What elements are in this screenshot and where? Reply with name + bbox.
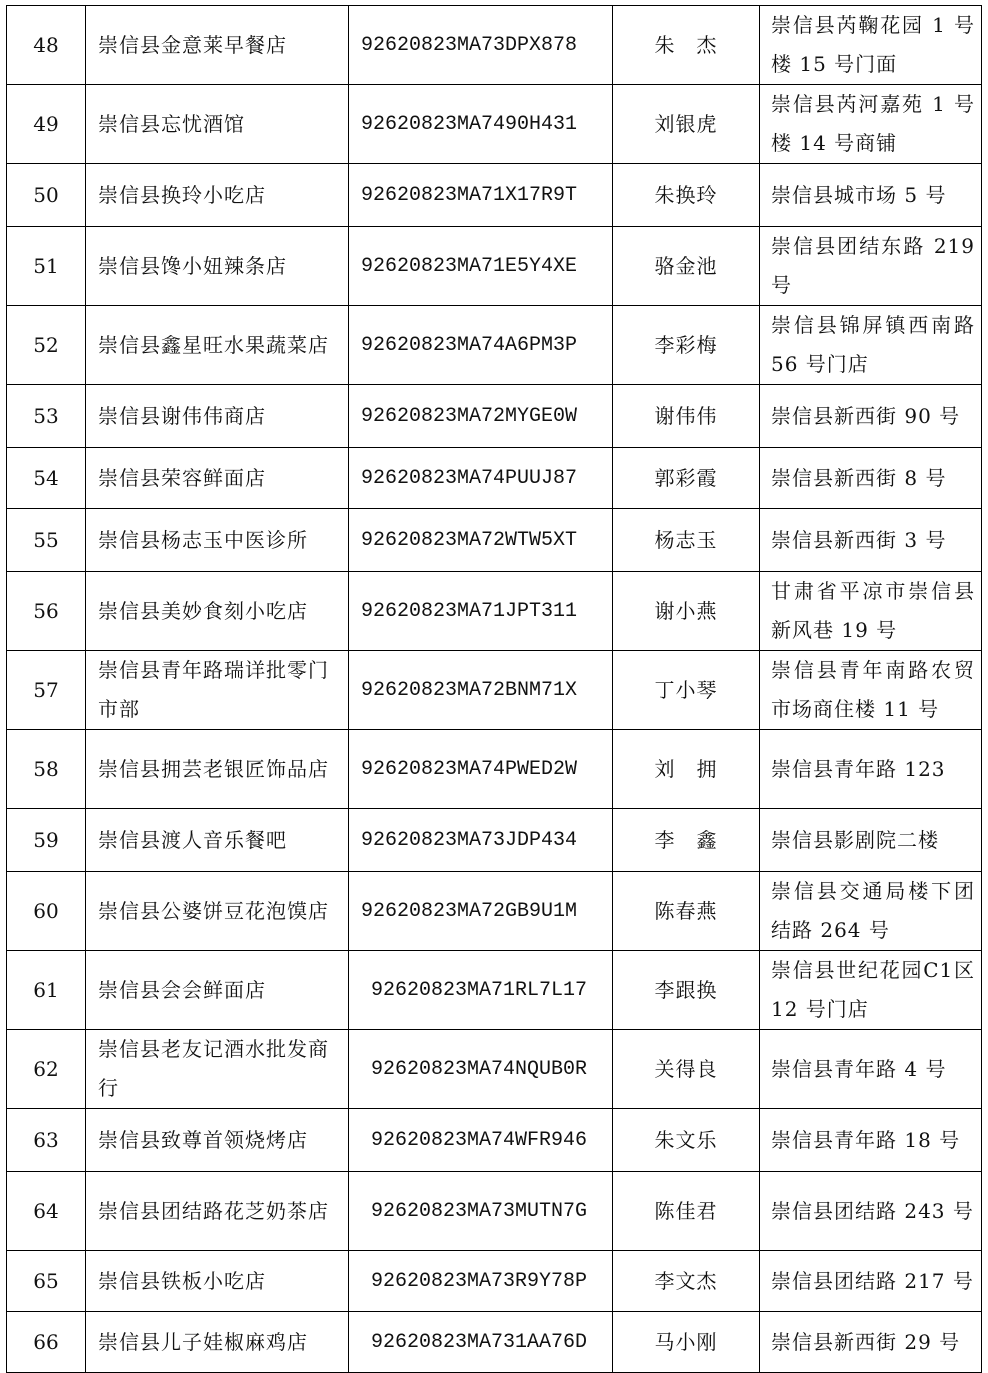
business-address [760,809,982,872]
business-name-text: 崇信县金意莱早餐店 [98,32,287,57]
business-address-text: 崇信县青年路 4 号 [771,1056,947,1081]
business-name [86,872,349,951]
credit-code: 92620823MA7490H431 [349,85,613,164]
business-address-text: 崇信县城市场 5 号 [771,182,947,207]
business-name [86,730,349,809]
row-number: 52 [7,306,86,385]
business-name [86,1172,349,1251]
business-address-text: 崇信县青年路 18 号 [771,1127,961,1152]
business-address-text: 崇信县新西街 90 号 [771,403,961,428]
business-address [760,651,982,730]
business-name-text: 崇信县换玲小吃店 [98,182,266,207]
business-name-text: 崇信县谢伟伟商店 [98,403,266,428]
operator-name: 马小刚 [613,1312,760,1373]
credit-code: 92620823MA73DPX878 [349,6,613,85]
business-address [760,872,982,951]
operator-name: 骆金池 [613,227,760,306]
business-address [760,164,982,227]
operator-name: 朱 杰 [613,6,760,85]
table-row [7,509,982,572]
business-address [760,1251,982,1312]
business-name-text: 崇信县公婆饼豆花泡馍店 [98,898,329,923]
business-address [760,306,982,385]
business-address [760,385,982,448]
operator-name: 谢伟伟 [613,385,760,448]
row-number: 59 [7,809,86,872]
table-row [7,6,982,85]
business-name-text: 崇信县拥芸老银匠饰品店 [98,756,329,781]
table-row [7,809,982,872]
business-name [86,6,349,85]
credit-code: 92620823MA71X17R9T [349,164,613,227]
table-row [7,1109,982,1172]
table-row [7,306,982,385]
business-name-text: 崇信县馋小妞辣条店 [98,253,287,278]
business-address-text: 崇信县芮河嘉苑 1 号楼 14 号商铺 [771,92,975,155]
credit-code: 92620823MA74PWED2W [349,730,613,809]
business-address-text: 崇信县团结路 217 号 [771,1268,974,1293]
table-row [7,227,982,306]
business-address [760,85,982,164]
business-name-text: 崇信县儿子娃椒麻鸡店 [98,1329,308,1354]
business-name [86,509,349,572]
credit-code: 92620823MA74A6PM3P [349,306,613,385]
business-name-text: 崇信县渡人音乐餐吧 [98,827,287,852]
credit-code: 92620823MA73R9Y78P [349,1251,613,1312]
row-number: 57 [7,651,86,730]
business-name-text: 崇信县团结路花芝奶茶店 [98,1198,329,1223]
operator-name: 朱文乐 [613,1109,760,1172]
business-name [86,1312,349,1373]
operator-name: 丁小琴 [613,651,760,730]
business-address [760,448,982,509]
business-name [86,85,349,164]
business-address [760,951,982,1030]
business-name [86,572,349,651]
table-row [7,85,982,164]
row-number: 63 [7,1109,86,1172]
credit-code: 92620823MA71RL7L17 [349,951,613,1030]
row-number: 50 [7,164,86,227]
table-row [7,1030,982,1109]
business-name-text: 崇信县鑫星旺水果蔬菜店 [98,332,329,357]
row-number: 60 [7,872,86,951]
business-name-text: 崇信县致尊首领烧烤店 [98,1127,308,1152]
business-name [86,227,349,306]
business-name [86,809,349,872]
table-row [7,1312,982,1373]
credit-code: 92620823MA71JPT311 [349,572,613,651]
row-number: 58 [7,730,86,809]
table-row [7,872,982,951]
row-number: 54 [7,448,86,509]
business-name-text: 崇信县忘忧酒馆 [98,111,245,136]
table-row [7,730,982,809]
business-address [760,509,982,572]
business-name [86,164,349,227]
business-address [760,1172,982,1251]
row-number: 66 [7,1312,86,1373]
business-address [760,227,982,306]
credit-code: 92620823MA72MYGE0W [349,385,613,448]
credit-code: 92620823MA72WTW5XT [349,509,613,572]
row-number: 55 [7,509,86,572]
operator-name: 杨志玉 [613,509,760,572]
business-address [760,6,982,85]
business-name [86,651,349,730]
credit-code: 92620823MA74WFR946 [349,1109,613,1172]
row-number: 65 [7,1251,86,1312]
business-name [86,1030,349,1109]
table-row [7,164,982,227]
row-number: 51 [7,227,86,306]
credit-code: 92620823MA71E5Y4XE [349,227,613,306]
row-number: 62 [7,1030,86,1109]
business-address-text: 崇信县新西街 8 号 [771,465,947,490]
business-name [86,306,349,385]
registry-page [6,5,981,1373]
business-name [86,1251,349,1312]
business-address-text: 崇信县交通局楼下团结路 264 号 [771,879,975,942]
business-address-text: 崇信县影剧院二楼 [771,827,939,852]
operator-name: 李 鑫 [613,809,760,872]
operator-name: 关得良 [613,1030,760,1109]
business-name-text: 崇信县青年路瑞详批零门市部 [98,658,329,721]
business-name-text: 崇信县杨志玉中医诊所 [98,527,308,552]
row-number: 64 [7,1172,86,1251]
business-address-text: 崇信县芮鞠花园 1 号楼 15 号门面 [771,13,975,76]
row-number: 61 [7,951,86,1030]
business-address [760,572,982,651]
operator-name: 郭彩霞 [613,448,760,509]
credit-code: 92620823MA74NQUB0R [349,1030,613,1109]
business-name-text: 崇信县铁板小吃店 [98,1268,266,1293]
business-address [760,730,982,809]
business-address-text: 崇信县新西街 3 号 [771,527,947,552]
table-row [7,448,982,509]
operator-name: 谢小燕 [613,572,760,651]
business-name-text: 崇信县美妙食刻小吃店 [98,598,308,623]
row-number: 49 [7,85,86,164]
business-name [86,951,349,1030]
operator-name: 陈佳君 [613,1172,760,1251]
table-row [7,1172,982,1251]
credit-code: 92620823MA73JDP434 [349,809,613,872]
business-address-text: 崇信县青年路 123 [771,756,946,781]
operator-name: 李彩梅 [613,306,760,385]
operator-name: 李跟换 [613,951,760,1030]
row-number: 56 [7,572,86,651]
business-address [760,1109,982,1172]
business-address-text: 崇信县团结路 243 号 [771,1198,974,1223]
business-address [760,1312,982,1373]
credit-code: 92620823MA74PUUJ87 [349,448,613,509]
business-name [86,1109,349,1172]
table-row [7,572,982,651]
operator-name: 陈春燕 [613,872,760,951]
business-name-text: 崇信县荣容鲜面店 [98,465,266,490]
credit-code: 92620823MA731AA76D [349,1312,613,1373]
operator-name: 李文杰 [613,1251,760,1312]
business-registry-table [6,5,982,1373]
business-address-text: 崇信县世纪花园C1区 12 号门店 [771,958,975,1021]
business-address-text: 崇信县青年南路农贸市场商住楼 11 号 [771,658,975,721]
business-address [760,1030,982,1109]
business-name-text: 崇信县会会鲜面店 [98,977,266,1002]
business-name-text: 崇信县老友记酒水批发商行 [98,1037,329,1100]
row-number: 48 [7,6,86,85]
operator-name: 刘银虎 [613,85,760,164]
table-row [7,951,982,1030]
business-address-text: 崇信县团结东路 219 号 [771,234,975,297]
business-name [86,385,349,448]
table-row [7,385,982,448]
business-address-text: 崇信县新西街 29 号 [771,1329,961,1354]
row-number: 53 [7,385,86,448]
operator-name: 朱换玲 [613,164,760,227]
table-row [7,651,982,730]
business-address-text: 甘肃省平凉市崇信县新风巷 19 号 [771,579,975,642]
credit-code: 92620823MA73MUTN7G [349,1172,613,1251]
table-row [7,1251,982,1312]
credit-code: 92620823MA72GB9U1M [349,872,613,951]
operator-name: 刘 拥 [613,730,760,809]
credit-code: 92620823MA72BNM71X [349,651,613,730]
business-name [86,448,349,509]
business-address-text: 崇信县锦屏镇西南路 56 号门店 [771,313,975,376]
